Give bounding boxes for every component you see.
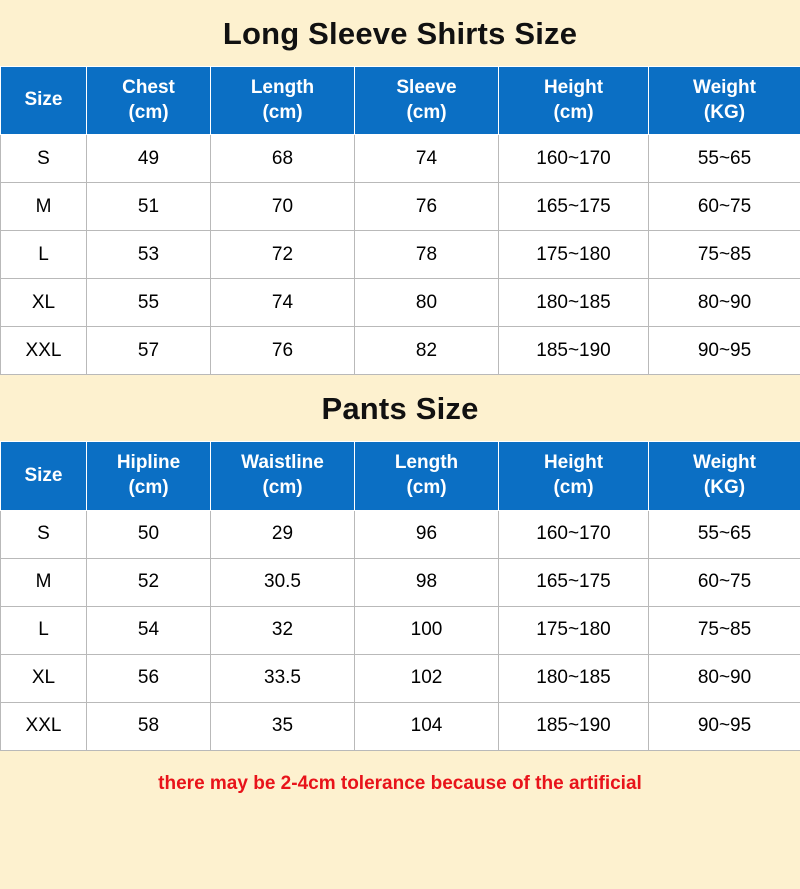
cell-weight: 55~65 — [649, 510, 800, 558]
column-header-label: Height — [543, 452, 604, 474]
cell-hipline: 56 — [87, 654, 211, 702]
cell-size: L — [1, 606, 87, 654]
cell-size: M — [1, 183, 87, 231]
cell-size: S — [1, 135, 87, 183]
cell-sleeve: 78 — [355, 231, 499, 279]
page-title-shirts: Long Sleeve Shirts Size — [222, 16, 578, 51]
table-row — [1, 279, 800, 327]
cell-waistline: 33.5 — [211, 654, 355, 702]
table-row — [1, 654, 800, 702]
cell-chest: 57 — [87, 327, 211, 375]
cell-chest: 53 — [87, 231, 211, 279]
cell-chest: 49 — [87, 135, 211, 183]
cell-height: 160~170 — [499, 135, 649, 183]
cell-length: 74 — [211, 279, 355, 327]
cell-weight: 60~75 — [649, 183, 800, 231]
cell-size: XL — [1, 654, 87, 702]
cell-height: 165~175 — [499, 558, 649, 606]
cell-height: 180~185 — [499, 654, 649, 702]
column-header-sleeve — [355, 67, 499, 135]
column-header-label: Size — [24, 89, 63, 111]
table-row — [1, 510, 800, 558]
cell-length: 70 — [211, 183, 355, 231]
cell-size: XXL — [1, 327, 87, 375]
cell-weight: 75~85 — [649, 606, 800, 654]
column-header-unit: (cm) — [406, 101, 447, 123]
column-header-chest — [87, 67, 211, 135]
cell-weight: 80~90 — [649, 279, 800, 327]
column-header-label: Waistline — [241, 452, 324, 474]
column-header-weight — [649, 442, 800, 510]
column-header-hipline — [87, 442, 211, 510]
cell-waistline: 32 — [211, 606, 355, 654]
column-header-label: Length — [250, 77, 315, 98]
shirts-size-table — [0, 66, 800, 375]
cell-size: M — [1, 558, 87, 606]
table-row — [1, 558, 800, 606]
cell-length: 68 — [211, 135, 355, 183]
column-header-label: Weight — [693, 452, 756, 474]
column-header-label: Length — [394, 452, 459, 474]
cell-weight: 80~90 — [649, 654, 800, 702]
column-header-unit: (cm) — [128, 101, 169, 123]
column-header-label: Chest — [122, 77, 175, 98]
cell-chest: 51 — [87, 183, 211, 231]
table-row — [1, 702, 800, 750]
column-header-unit: (KG) — [703, 477, 746, 499]
cell-height: 165~175 — [499, 183, 649, 231]
cell-waistline: 35 — [211, 702, 355, 750]
cell-height: 185~190 — [499, 702, 649, 750]
cell-size: S — [1, 510, 87, 558]
cell-sleeve: 74 — [355, 135, 499, 183]
cell-sleeve: 76 — [355, 183, 499, 231]
column-header-size — [1, 67, 87, 135]
column-header-length — [355, 442, 499, 510]
cell-height: 175~180 — [499, 606, 649, 654]
column-header-label: Size — [24, 464, 63, 486]
cell-length: 98 — [355, 558, 499, 606]
table-row — [1, 606, 800, 654]
table-row — [1, 135, 800, 183]
cell-length: 102 — [355, 654, 499, 702]
cell-waistline: 29 — [211, 510, 355, 558]
cell-length: 96 — [355, 510, 499, 558]
column-header-label: Weight — [693, 77, 756, 98]
pants-size-table — [0, 441, 800, 750]
cell-hipline: 50 — [87, 510, 211, 558]
column-header-unit: (cm) — [406, 477, 447, 499]
column-header-unit: (KG) — [703, 101, 746, 123]
cell-weight: 90~95 — [649, 702, 800, 750]
column-header-label: Hipline — [116, 452, 181, 474]
cell-height: 185~190 — [499, 327, 649, 375]
column-header-unit: (cm) — [262, 101, 303, 123]
table-header-row — [1, 442, 800, 510]
cell-height: 160~170 — [499, 510, 649, 558]
cell-hipline: 58 — [87, 702, 211, 750]
column-header-unit: (cm) — [128, 477, 169, 499]
cell-length: 104 — [355, 702, 499, 750]
cell-size: XXL — [1, 702, 87, 750]
cell-waistline: 30.5 — [211, 558, 355, 606]
cell-size: L — [1, 231, 87, 279]
cell-size: XL — [1, 279, 87, 327]
cell-hipline: 54 — [87, 606, 211, 654]
cell-hipline: 52 — [87, 558, 211, 606]
table-row — [1, 183, 800, 231]
tolerance-note: there may be 2-4cm tolerance because of the artificial — [158, 772, 642, 794]
cell-length: 76 — [211, 327, 355, 375]
cell-length: 100 — [355, 606, 499, 654]
column-header-height — [499, 442, 649, 510]
column-header-length — [211, 67, 355, 135]
table-row — [1, 327, 800, 375]
column-header-unit: (cm) — [553, 477, 594, 499]
cell-sleeve: 80 — [355, 279, 499, 327]
column-header-label: Height — [543, 77, 604, 98]
cell-length: 72 — [211, 231, 355, 279]
cell-height: 180~185 — [499, 279, 649, 327]
column-header-unit: (cm) — [262, 477, 303, 499]
column-header-label: Sleeve — [396, 77, 457, 98]
table-row — [1, 231, 800, 279]
column-header-weight — [649, 67, 800, 135]
cell-weight: 75~85 — [649, 231, 800, 279]
cell-sleeve: 82 — [355, 327, 499, 375]
column-header-waistline — [211, 442, 355, 510]
column-header-height — [499, 67, 649, 135]
cell-weight: 55~65 — [649, 135, 800, 183]
column-header-size — [1, 442, 87, 510]
table-header-row — [1, 67, 800, 135]
cell-weight: 90~95 — [649, 327, 800, 375]
cell-height: 175~180 — [499, 231, 649, 279]
page-title-pants: Pants Size — [321, 391, 479, 427]
column-header-unit: (cm) — [553, 101, 594, 123]
cell-chest: 55 — [87, 279, 211, 327]
cell-weight: 60~75 — [649, 558, 800, 606]
